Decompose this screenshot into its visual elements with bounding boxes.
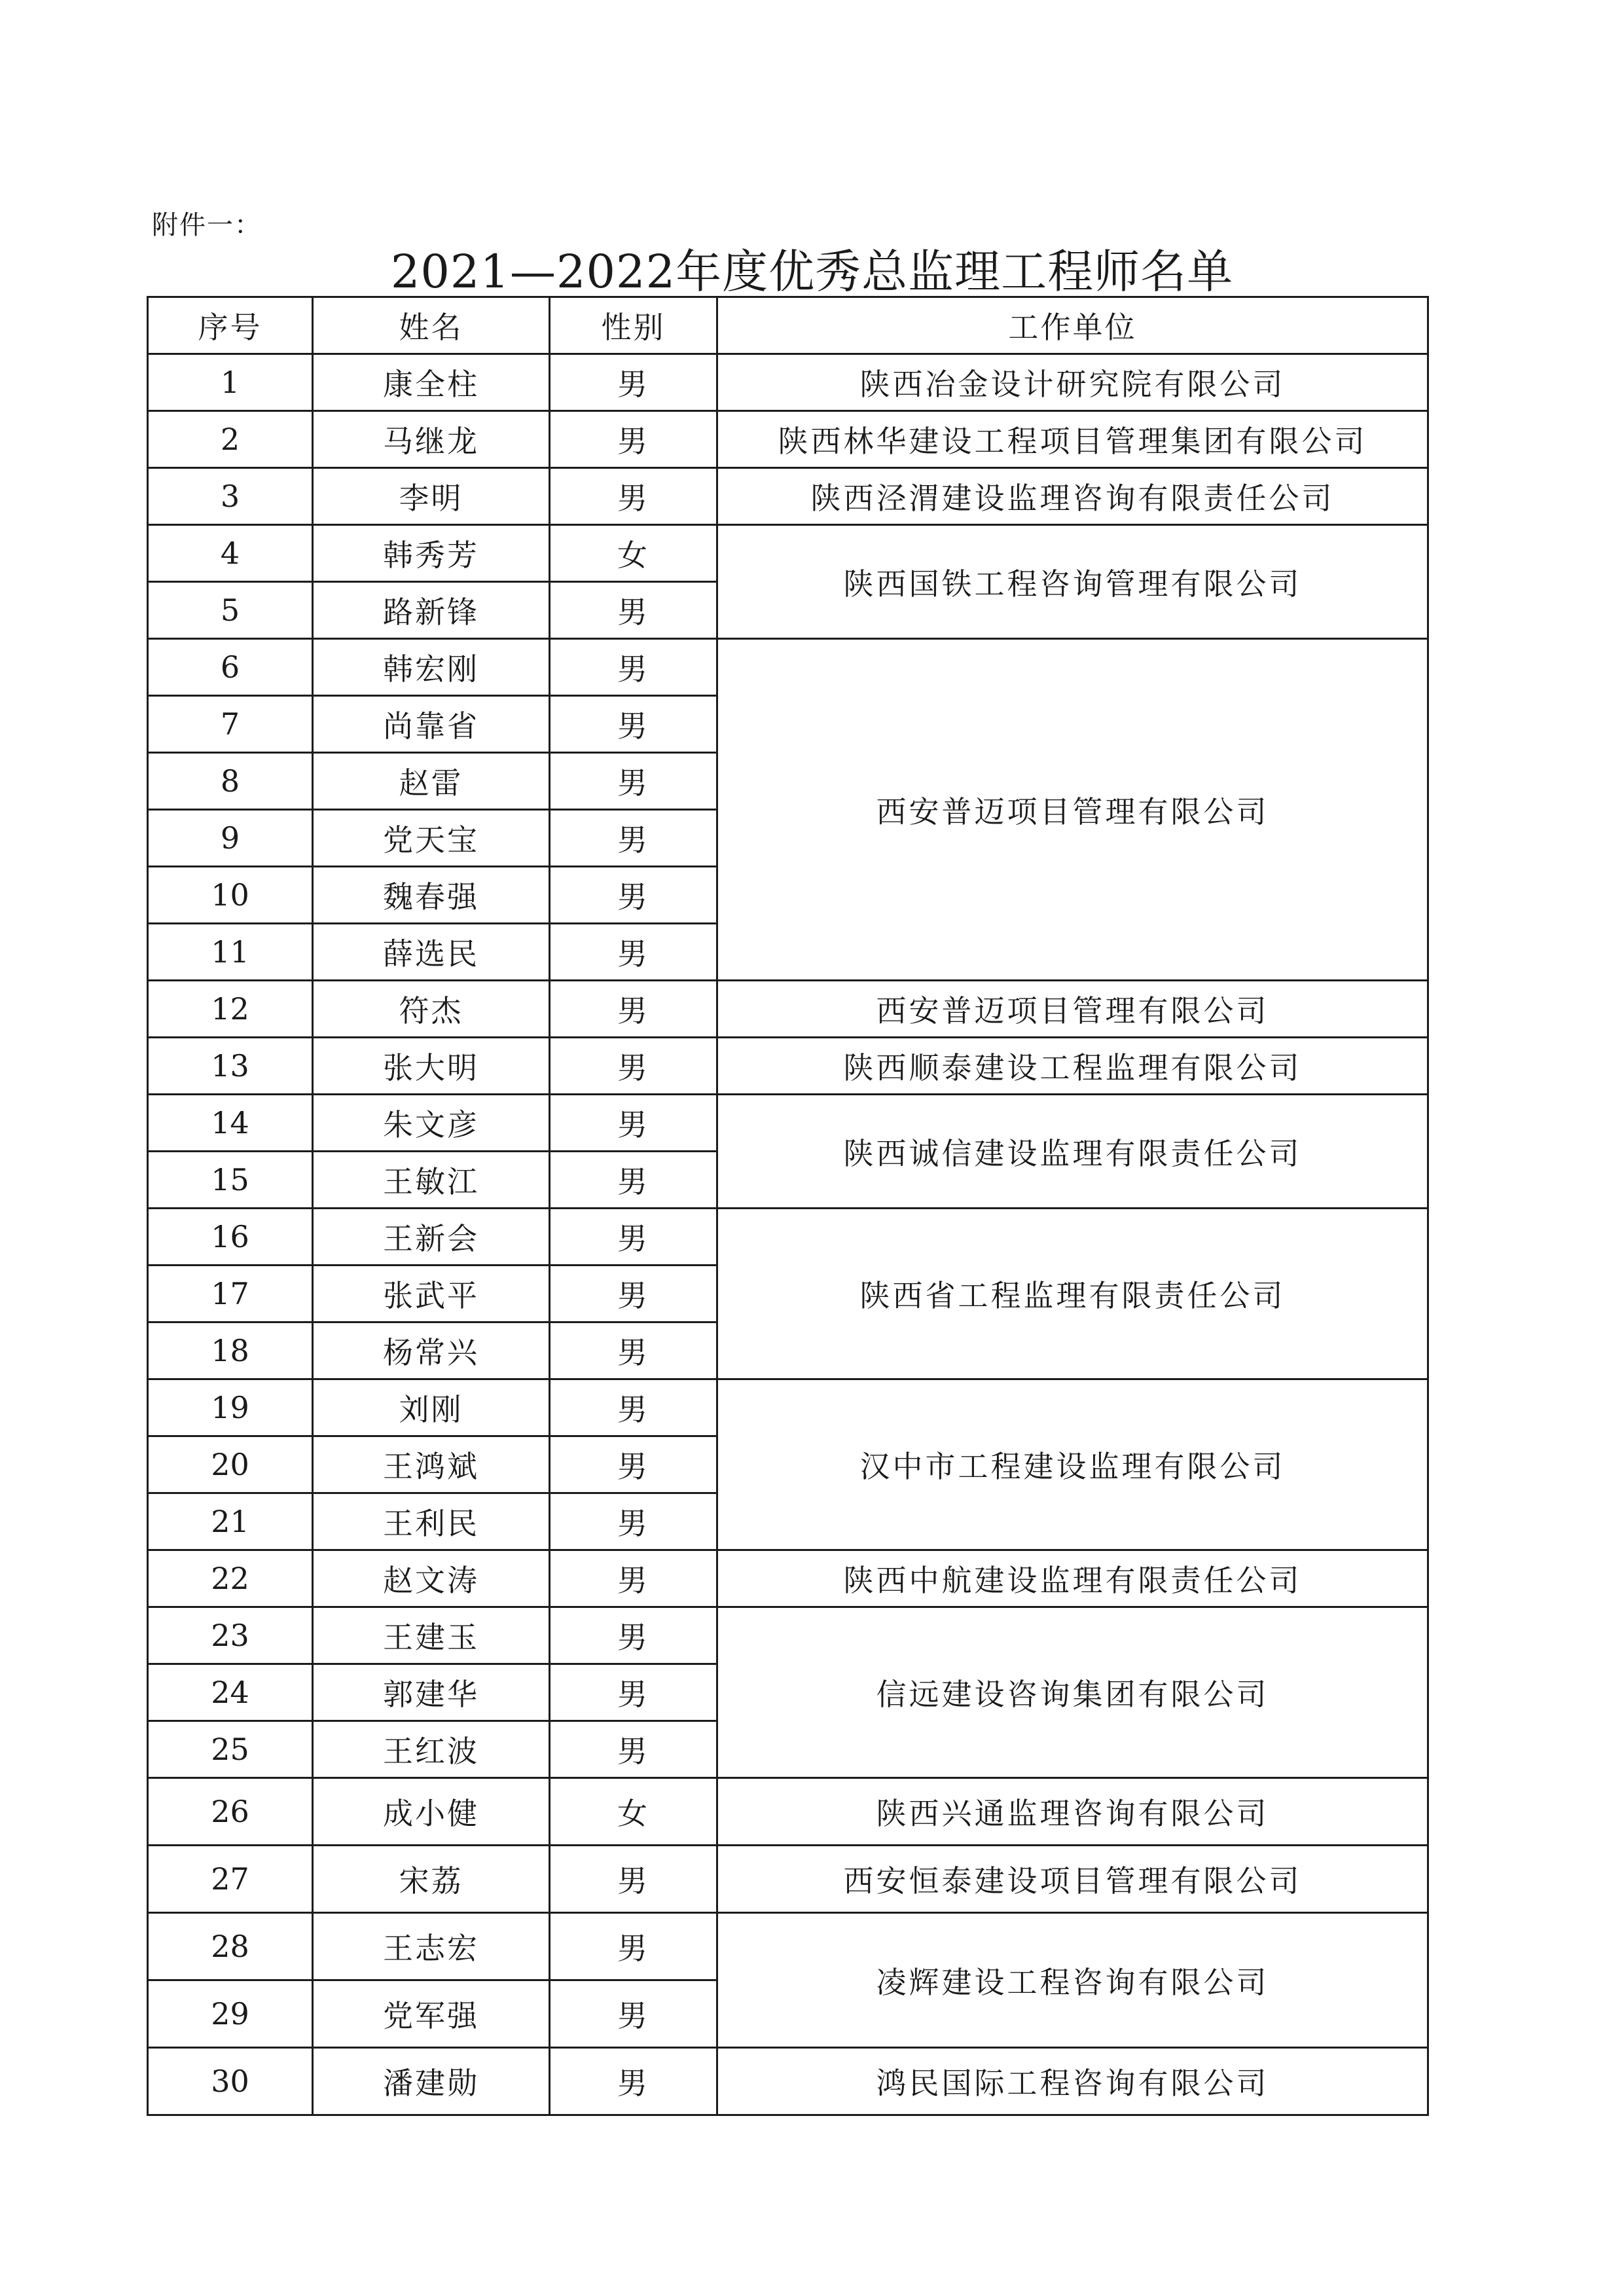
page-title: 2021—2022年度优秀总监理工程师名单 <box>390 245 1234 299</box>
serial-number-cell: 26 <box>148 1778 313 1846</box>
serial-number-cell: 30 <box>148 2048 313 2115</box>
table-row <box>148 1095 1428 1152</box>
gender-cell: 男 <box>550 1436 717 1493</box>
work-unit-cell: 陕西冶金设计研究院有限公司 <box>717 354 1428 411</box>
work-unit-cell: 陕西诚信建设监理有限责任公司 <box>717 1095 1428 1209</box>
table-row <box>148 354 1428 411</box>
work-unit-cell: 西安普迈项目管理有限公司 <box>717 981 1428 1038</box>
serial-number-cell: 20 <box>148 1436 313 1493</box>
serial-number-cell: 7 <box>148 696 313 753</box>
work-unit-cell: 陕西国铁工程咨询管理有限公司 <box>717 525 1428 639</box>
gender-cell: 男 <box>550 810 717 867</box>
attachment-label: 附件一： <box>152 210 262 240</box>
gender-cell: 男 <box>550 411 717 468</box>
header-name: 姓名 <box>313 297 550 354</box>
work-unit-cell: 信远建设咨询集团有限公司 <box>717 1607 1428 1778</box>
name-cell: 成小健 <box>313 1778 550 1846</box>
serial-number-cell: 18 <box>148 1322 313 1379</box>
gender-cell: 女 <box>550 1778 717 1846</box>
name-cell: 潘建勋 <box>313 2048 550 2115</box>
name-cell: 韩宏刚 <box>313 639 550 696</box>
name-cell: 杨常兴 <box>313 1322 550 1379</box>
table-row <box>148 1913 1428 1980</box>
gender-cell: 男 <box>550 1322 717 1379</box>
name-cell: 马继龙 <box>313 411 550 468</box>
name-cell: 韩秀芳 <box>313 525 550 582</box>
name-cell: 王利民 <box>313 1493 550 1550</box>
work-unit-cell: 西安普迈项目管理有限公司 <box>717 639 1428 981</box>
serial-number-cell: 10 <box>148 867 313 924</box>
gender-cell: 男 <box>550 981 717 1038</box>
name-cell: 李明 <box>313 468 550 525</box>
work-unit-cell: 陕西中航建设监理有限责任公司 <box>717 1550 1428 1607</box>
serial-number-cell: 29 <box>148 1980 313 2048</box>
work-unit-cell: 汉中市工程建设监理有限公司 <box>717 1379 1428 1550</box>
serial-number-cell: 6 <box>148 639 313 696</box>
serial-number-cell: 3 <box>148 468 313 525</box>
header-serial-number: 序号 <box>148 297 313 354</box>
name-cell: 宋荔 <box>313 1846 550 1913</box>
gender-cell: 男 <box>550 2048 717 2115</box>
name-cell: 赵文涛 <box>313 1550 550 1607</box>
serial-number-cell: 12 <box>148 981 313 1038</box>
serial-number-cell: 9 <box>148 810 313 867</box>
gender-cell: 男 <box>550 1379 717 1436</box>
serial-number-cell: 1 <box>148 354 313 411</box>
serial-number-cell: 2 <box>148 411 313 468</box>
serial-number-cell: 19 <box>148 1379 313 1436</box>
serial-number-cell: 22 <box>148 1550 313 1607</box>
header-gender: 性别 <box>550 297 717 354</box>
table-row <box>148 411 1428 468</box>
work-unit-cell: 陕西顺泰建设工程监理有限公司 <box>717 1038 1428 1095</box>
gender-cell: 男 <box>550 696 717 753</box>
serial-number-cell: 24 <box>148 1664 313 1721</box>
serial-number-cell: 15 <box>148 1152 313 1209</box>
table-row <box>148 1607 1428 1664</box>
serial-number-cell: 21 <box>148 1493 313 1550</box>
gender-cell: 男 <box>550 468 717 525</box>
name-cell: 薛选民 <box>313 924 550 981</box>
name-cell: 王敏江 <box>313 1152 550 1209</box>
work-unit-cell: 陕西泾渭建设监理咨询有限责任公司 <box>717 468 1428 525</box>
serial-number-cell: 13 <box>148 1038 313 1095</box>
serial-number-cell: 17 <box>148 1266 313 1322</box>
name-cell: 党天宝 <box>313 810 550 867</box>
table-header-row <box>148 297 1428 354</box>
gender-cell: 男 <box>550 582 717 639</box>
serial-number-cell: 27 <box>148 1846 313 1913</box>
serial-number-cell: 23 <box>148 1607 313 1664</box>
table-row <box>148 1209 1428 1266</box>
name-cell: 符杰 <box>313 981 550 1038</box>
gender-cell: 男 <box>550 1550 717 1607</box>
name-cell: 魏春强 <box>313 867 550 924</box>
name-cell: 尚靠省 <box>313 696 550 753</box>
table-row <box>148 2048 1428 2115</box>
table-row <box>148 1846 1428 1913</box>
table-row <box>148 981 1428 1038</box>
gender-cell: 男 <box>550 1038 717 1095</box>
work-unit-cell: 陕西省工程监理有限责任公司 <box>717 1209 1428 1379</box>
gender-cell: 男 <box>550 1846 717 1913</box>
name-cell: 刘刚 <box>313 1379 550 1436</box>
gender-cell: 男 <box>550 753 717 810</box>
serial-number-cell: 11 <box>148 924 313 981</box>
gender-cell: 男 <box>550 1664 717 1721</box>
serial-number-cell: 5 <box>148 582 313 639</box>
name-cell: 王红波 <box>313 1721 550 1778</box>
work-unit-cell: 陕西林华建设工程项目管理集团有限公司 <box>717 411 1428 468</box>
name-cell: 王新会 <box>313 1209 550 1266</box>
serial-number-cell: 8 <box>148 753 313 810</box>
gender-cell: 男 <box>550 1607 717 1664</box>
serial-number-cell: 28 <box>148 1913 313 1980</box>
name-cell: 张大明 <box>313 1038 550 1095</box>
table-row <box>148 468 1428 525</box>
serial-number-cell: 4 <box>148 525 313 582</box>
name-cell: 郭建华 <box>313 1664 550 1721</box>
serial-number-cell: 16 <box>148 1209 313 1266</box>
table-row <box>148 1379 1428 1436</box>
gender-cell: 男 <box>550 1266 717 1322</box>
table-row <box>148 1550 1428 1607</box>
serial-number-cell: 14 <box>148 1095 313 1152</box>
gender-cell: 男 <box>550 1209 717 1266</box>
header-work-unit: 工作单位 <box>717 297 1428 354</box>
honoree-table <box>147 296 1429 2116</box>
work-unit-cell: 西安恒泰建设项目管理有限公司 <box>717 1846 1428 1913</box>
gender-cell: 男 <box>550 1980 717 2048</box>
gender-cell: 男 <box>550 1493 717 1550</box>
gender-cell: 女 <box>550 525 717 582</box>
gender-cell: 男 <box>550 1721 717 1778</box>
name-cell: 康全柱 <box>313 354 550 411</box>
gender-cell: 男 <box>550 1913 717 1980</box>
name-cell: 路新锋 <box>313 582 550 639</box>
work-unit-cell: 陕西兴通监理咨询有限公司 <box>717 1778 1428 1846</box>
work-unit-cell: 凌辉建设工程咨询有限公司 <box>717 1913 1428 2048</box>
name-cell: 张武平 <box>313 1266 550 1322</box>
name-cell: 王鸿斌 <box>313 1436 550 1493</box>
work-unit-cell: 鸿民国际工程咨询有限公司 <box>717 2048 1428 2115</box>
gender-cell: 男 <box>550 639 717 696</box>
table-row <box>148 639 1428 696</box>
table-row <box>148 1778 1428 1846</box>
gender-cell: 男 <box>550 1095 717 1152</box>
name-cell: 王志宏 <box>313 1913 550 1980</box>
name-cell: 赵雷 <box>313 753 550 810</box>
gender-cell: 男 <box>550 1152 717 1209</box>
name-cell: 王建玉 <box>313 1607 550 1664</box>
table-row <box>148 1038 1428 1095</box>
table-row <box>148 525 1428 582</box>
gender-cell: 男 <box>550 924 717 981</box>
name-cell: 党军强 <box>313 1980 550 2048</box>
gender-cell: 男 <box>550 354 717 411</box>
name-cell: 朱文彦 <box>313 1095 550 1152</box>
gender-cell: 男 <box>550 867 717 924</box>
serial-number-cell: 25 <box>148 1721 313 1778</box>
